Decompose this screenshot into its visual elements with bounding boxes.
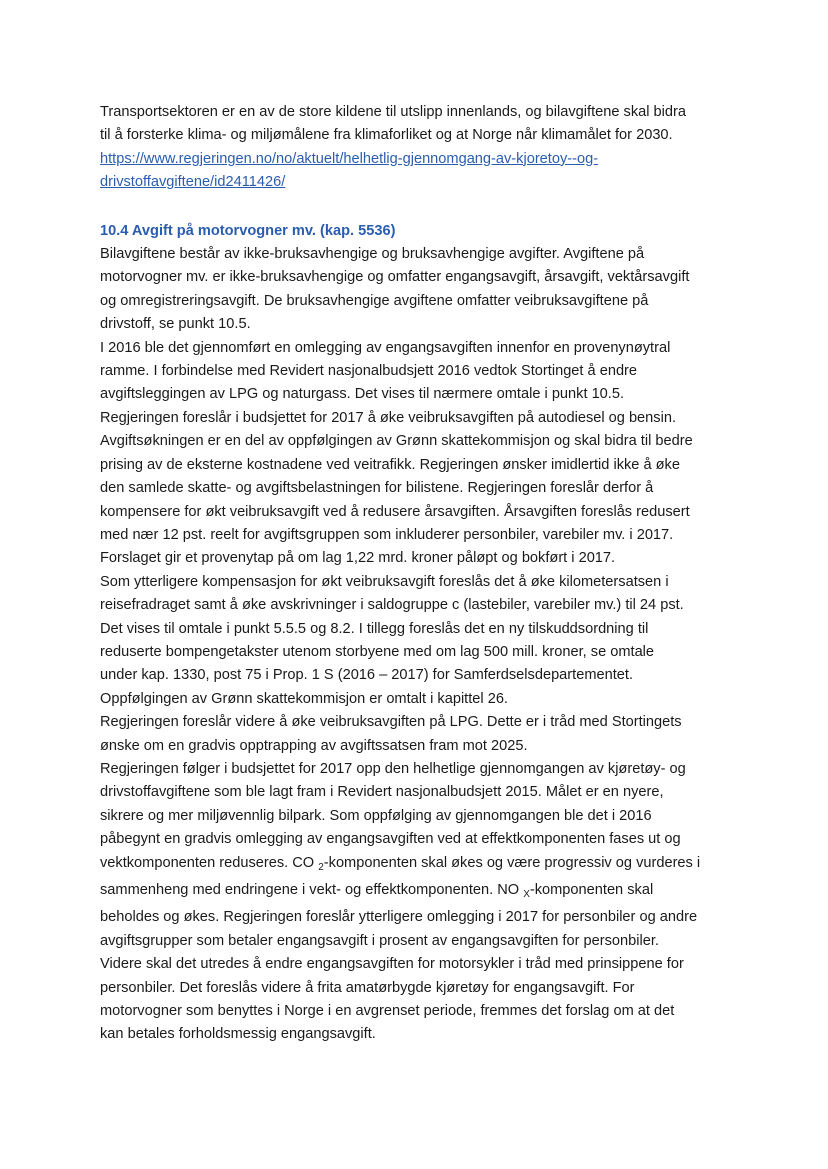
co2-text-after: -komponenten skal økes og være progressiv og vurderes i — [323, 854, 701, 871]
source-link[interactable] — [100, 171, 740, 194]
body-line: og omregistreringsavgift. De bruksavhengige avgiftene omfatter veibruksavgiftene på — [100, 292, 649, 309]
body-line: Avgiftsøkningen er en del av oppfølgingen av Grønn skattekommisjon og skal bidra til bedre — [100, 433, 693, 450]
body-line: Regjeringen foreslår i budsjettet for 2017 å øke veibruksavgiften på autodiesel og bensin. — [100, 409, 676, 426]
body-line: prising av de eksterne kostnadene ved veitrafikk. Regjeringen ønsker imidlertid ikke å øke — [100, 456, 680, 473]
source-link-text[interactable]: https://www.regjeringen.no/no/aktuelt/helhetlig-gjennomgang-av-kjoretoy--og- — [100, 150, 599, 167]
body-line: reisefradraget samt å øke avskrivninger i saldogruppe c (lastebiler, varebiler mv.) til 24 pst. — [100, 597, 684, 614]
document-body — [100, 101, 740, 1047]
body-line: reduserte bompengetakster utenom storbyene med om lag 500 mill. kroner, se omtale — [100, 643, 655, 660]
co2-subscript: 2 — [318, 861, 324, 873]
nox-subscript: X — [523, 889, 530, 900]
body-line: motorvogner mv. er ikke-bruksavhengige og omfatter engangsavgift, årsavgift, vektårsavgift — [100, 269, 690, 286]
body-line: påbegynt en gradvis omlegging av engangsavgiften ved at effektkomponenten fases ut og — [100, 831, 681, 848]
body-line-co2 — [100, 852, 740, 879]
body-line: sikrere og mer miljøvennlig bilpark. Som oppfølging av gjennomgangen ble det i 2016 — [100, 807, 652, 824]
body-line: Videre skal det utredes å endre engangsavgiften for motorsykler i tråd med prinsippene for — [100, 956, 684, 973]
body-line: avgiftsgrupper som betaler engangsavgift i prosent av engangsavgiften for personbiler. — [100, 932, 659, 949]
body-line: beholdes og økes. Regjeringen foreslår ytterligere omlegging i 2017 for personbiler og andre — [100, 909, 698, 926]
body-line: Oppfølgingen av Grønn skattekommisjon er omtalt i kapittel 26. — [100, 690, 508, 707]
body-line: Som ytterligere kompensasjon for økt veibruksavgift foreslås det å øke kilometersatsen i — [100, 573, 669, 590]
body-line: Bilavgiftene består av ikke-bruksavhengige og bruksavhengige avgifter. Avgiftene på — [100, 246, 645, 263]
paragraph-gap — [100, 195, 740, 220]
source-link[interactable] — [100, 148, 740, 171]
body-line: ramme. I forbindelse med Revidert nasjonalbudsjett 2016 vedtok Stortinget å endre — [100, 363, 638, 380]
body-line: drivstoff, se punkt 10.5. — [100, 316, 251, 333]
nox-text-after: -komponenten skal — [529, 882, 654, 898]
body-line: Forslaget gir et provenytap på om lag 1,22 mrd. kroner påløpt og bokført i 2017. — [100, 550, 616, 567]
body-line: med nær 12 pst. reelt for avgiftsgruppen som inkluderer personbiler, varebiler mv. i 2017. — [100, 526, 674, 543]
intro-line: Transportsektoren er en av de store kildene til utslipp innenlands, og bilavgiftene skal bidra — [100, 104, 686, 120]
body-line: drivstoffavgiftene som ble lagt fram i Revidert nasjonalbudsjett 2015. Målet er en nyere, — [100, 784, 664, 801]
body-line: den samlede skatte- og avgiftsbelastningen for bilistene. Regjeringen foreslår derfor å — [100, 480, 654, 497]
section-heading: 10.4 Avgift på motorvogner mv. (kap. 5536) — [100, 222, 396, 239]
body-line: Regjeringen følger i budsjettet for 2017 opp den helhetlige gjennomgangen av kjøretøy- og — [100, 760, 686, 777]
body-line: under kap. 1330, post 75 i Prop. 1 S (2016 – 2017) for Samferdselsdepartementet. — [100, 667, 633, 684]
body-line: kan betales forholdsmessig engangsavgift. — [100, 1026, 376, 1043]
body-line: I 2016 ble det gjennomført en omlegging av engangsavgiften innenfor en provenynøytral — [100, 339, 671, 356]
co2-text-before: vektkomponenten reduseres. CO — [100, 854, 319, 871]
body-line-nox — [100, 879, 740, 906]
nox-text-before: sammenheng med endringene i vekt- og effektkomponenten. NO — [100, 882, 524, 898]
body-line: Det vises til omtale i punkt 5.5.5 og 8.2. I tillegg foreslås det en ny tilskuddsordning til — [100, 620, 649, 637]
body-line: personbiler. Det foreslås videre å frita amatørbygde kjøretøy for engangsavgift. For — [100, 979, 635, 996]
body-line: ønske om en gradvis opptrapping av avgiftssatsen fram mot 2025. — [100, 737, 528, 754]
body-line: avgiftsleggingen av LPG og naturgass. Det vises til nærmere omtale i punkt 10.5. — [100, 386, 625, 403]
body-line: motorvogner som benyttes i Norge i en avgrenset periode, fremmes det forslag om at det — [100, 1003, 675, 1020]
body-line: kompensere for økt veibruksavgift ved å redusere årsavgiften. Årsavgiften foreslås redusert — [100, 503, 690, 520]
intro-line: til å forsterke klima- og miljømålene fra klimaforliket og at Norge når klimamålet for 2030. — [100, 127, 673, 144]
source-link-text[interactable]: drivstoffavgiftene/id2411426/ — [100, 174, 286, 191]
body-line: Regjeringen foreslår videre å øke veibruksavgiften på LPG. Dette er i tråd med Stortingets — [100, 714, 682, 731]
